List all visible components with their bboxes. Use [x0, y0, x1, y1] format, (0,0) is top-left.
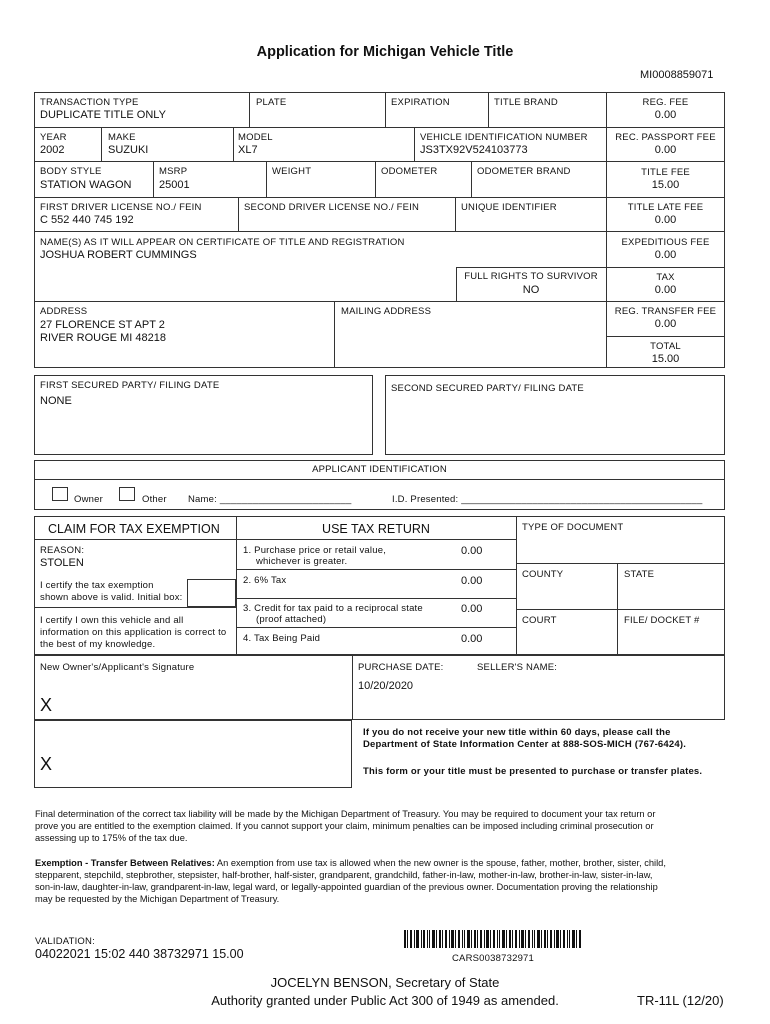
- certify-ownership-line-2: information on this application is correct to: [40, 627, 227, 638]
- fee-label-tax: TAX: [656, 272, 675, 283]
- unique-identifier-label: UNIQUE IDENTIFIER: [461, 202, 557, 213]
- document-number: MI0008859071: [640, 69, 714, 81]
- year-label: YEAR: [40, 132, 67, 143]
- notice-line-1: If you do not receive your new title within 60 days, please call the: [363, 727, 671, 738]
- msrp-label: MSRP: [159, 166, 188, 177]
- fee-label-total: TOTAL: [650, 341, 681, 352]
- make-value: SUZUKI: [108, 144, 149, 156]
- weight-label: WEIGHT: [272, 166, 312, 177]
- second-signature-box: [34, 720, 352, 788]
- msrp-value: 25001: [159, 179, 190, 191]
- year-value: 2002: [40, 144, 65, 156]
- secretary-of-state: JOCELYN BENSON, Secretary of State: [270, 975, 500, 990]
- purchase-date-value: 10/20/2020: [358, 680, 414, 692]
- fee-value-title: 15.00: [651, 179, 680, 191]
- tax-liability-para-1: Final determination of the correct tax liability will be made by the Michigan Department of Treasury. You may be required to document your tax return or: [35, 809, 656, 819]
- mailing-address-label: MAILING ADDRESS: [341, 306, 432, 317]
- tax-line-4: 4. Tax Being Paid: [243, 633, 321, 644]
- form-id: TR-11L (12/20): [637, 993, 724, 1008]
- signature-line-2[interactable]: X: [40, 754, 53, 774]
- fee-value-expeditious: 0.00: [654, 249, 677, 261]
- relatives-exemption-para-3: son-in-law, daughter-in-law, grandparent-in-law, legal ward, or legally-appointed guardian of the previous owner. Documentation proving the relationship: [35, 882, 658, 892]
- barcode-image: [404, 930, 582, 948]
- reason-value: STOLEN: [40, 557, 84, 569]
- address-label: ADDRESS: [40, 306, 88, 317]
- signature-line-1[interactable]: X: [40, 695, 53, 715]
- county-label: COUNTY: [522, 569, 564, 580]
- fee-value-title-late: 0.00: [654, 214, 677, 226]
- fee-label-expeditious: EXPEDITIOUS FEE: [621, 237, 710, 248]
- odometer-label: ODOMETER: [381, 166, 438, 177]
- body-style-label: BODY STYLE: [40, 166, 102, 177]
- file-docket-label: FILE/ DOCKET #: [624, 615, 700, 626]
- expiration-label: EXPIRATION: [391, 97, 450, 108]
- certify-ownership-line-3: the best of my knowledge.: [40, 639, 156, 650]
- names-value: JOSHUA ROBERT CUMMINGS: [40, 249, 197, 261]
- tax-line-3a: 3. Credit for tax paid to a reciprocal state: [243, 603, 423, 614]
- title-brand-label: TITLE BRAND: [494, 97, 558, 108]
- vin-label: VEHICLE IDENTIFICATION NUMBER: [420, 132, 588, 143]
- body-style-value: STATION WAGON: [40, 179, 132, 191]
- fee-label-reg-transfer: REG. TRANSFER FEE: [614, 306, 717, 317]
- first-driver-license-label: FIRST DRIVER LICENSE NO./ FEIN: [40, 202, 202, 213]
- tax-liability-para-3: assessing up to 175% of the tax due.: [35, 833, 188, 843]
- transaction-type-label: TRANSACTION TYPE: [40, 97, 139, 108]
- model-value: XL7: [238, 144, 258, 156]
- certify-exemption-line-1: I certify the tax exemption: [40, 580, 154, 591]
- other-checkbox-label: Other: [142, 494, 167, 505]
- use-tax-return-title: USE TAX RETURN: [322, 522, 430, 536]
- applicant-identification-title: APPLICANT IDENTIFICATION: [312, 464, 447, 475]
- fee-label-reg: REG. FEE: [642, 97, 689, 108]
- vin-value: JS3TX92V524103773: [420, 144, 528, 156]
- relatives-exemption-text-1: An exemption from use tax is allowed when the new owner is the spouse, father, mother, brother, sister, child,: [214, 858, 666, 868]
- plate-label: PLATE: [256, 97, 287, 108]
- authority-statement: Authority granted under Public Act 300 of 1949 as amended.: [211, 993, 559, 1008]
- certify-ownership-line-1: I certify I own this vehicle and all: [40, 615, 184, 626]
- court-label: COURT: [522, 615, 557, 626]
- odometer-brand-label: ODOMETER BRAND: [477, 166, 571, 177]
- second-driver-license-label: SECOND DRIVER LICENSE NO./ FEIN: [244, 202, 420, 213]
- tax-line-1b: whichever is greater.: [256, 556, 348, 567]
- claim-tax-exemption-title: CLAIM FOR TAX EXEMPTION: [48, 522, 220, 536]
- barcode-text: CARS0038732971: [451, 953, 535, 964]
- validation-value: 04022021 15:02 440 38732971 15.00: [35, 947, 244, 961]
- tax-line-3b: (proof attached): [256, 614, 327, 625]
- notice-plates: This form or your title must be presented to purchase or transfer plates.: [363, 766, 703, 777]
- tax-line-1a: 1. Purchase price or retail value,: [243, 545, 387, 556]
- fee-label-passport: REC. PASSPORT FEE: [615, 132, 716, 143]
- owner-checkbox[interactable]: [52, 487, 68, 501]
- type-of-document-label: TYPE OF DOCUMENT: [522, 522, 624, 533]
- names-label: NAME(S) AS IT WILL APPEAR ON CERTIFICATE OF TITLE AND REGISTRATION: [40, 237, 405, 248]
- other-checkbox[interactable]: [119, 487, 135, 501]
- signature-label: New Owner's/Applicant's Signature: [40, 662, 195, 673]
- relatives-exemption-heading: Exemption - Transfer Between Relatives:: [35, 858, 215, 868]
- validation-label: VALIDATION:: [35, 936, 95, 947]
- survivor-label: FULL RIGHTS TO SURVIVOR: [464, 271, 598, 282]
- state-label: STATE: [624, 569, 655, 580]
- fee-value-passport: 0.00: [654, 144, 677, 156]
- applicant-name-field[interactable]: Name: ________________________: [188, 494, 352, 505]
- make-label: MAKE: [108, 132, 136, 143]
- relatives-exemption-para-2: stepparent, stepchild, stepbrother, stepsister, half-brother, half-sister, grandparent, grandchild, father-in-law, mother-in-law, brother-in-law, sister-in-law,: [35, 870, 653, 880]
- tax-line-3-value: 0.00: [461, 603, 483, 615]
- tax-liability-para-2: prove you are entitled to the exemption claimed. If you cannot support your claim, minimum penalties can be imposed including criminal prosecution or: [35, 821, 654, 831]
- model-label: MODEL: [238, 132, 273, 143]
- address-line-2: RIVER ROUGE MI 48218: [40, 332, 166, 344]
- first-secured-party-value: NONE: [40, 395, 72, 407]
- reason-label: REASON:: [40, 545, 85, 556]
- tax-line-2: 2. 6% Tax: [243, 575, 287, 586]
- fee-label-title: TITLE FEE: [641, 167, 690, 178]
- transaction-type-value: DUPLICATE TITLE ONLY: [40, 109, 166, 121]
- purchase-date-label: PURCHASE DATE:: [358, 662, 444, 673]
- address-line-1: 27 FLORENCE ST APT 2: [40, 319, 165, 331]
- fee-value-reg-transfer: 0.00: [654, 318, 677, 330]
- first-driver-license-value: C 552 440 745 192: [40, 214, 134, 226]
- certify-exemption-line-2: shown above is valid. Initial box:: [40, 592, 183, 603]
- owner-checkbox-label: Owner: [74, 494, 103, 505]
- form-title: Application for Michigan Vehicle Title: [256, 44, 514, 60]
- fee-value-tax: 0.00: [654, 284, 677, 296]
- fee-label-title-late: TITLE LATE FEE: [627, 202, 704, 213]
- second-secured-party-label: SECOND SECURED PARTY/ FILING DATE: [391, 383, 584, 394]
- tax-line-1-value: 0.00: [461, 545, 483, 557]
- relatives-exemption-para-1: [35, 857, 666, 870]
- seller-name-label: SELLER'S NAME:: [477, 662, 558, 673]
- survivor-value: NO: [522, 284, 540, 296]
- fee-value-reg: 0.00: [654, 109, 677, 121]
- fee-value-total: 15.00: [651, 353, 680, 365]
- tax-line-2-value: 0.00: [461, 575, 483, 587]
- notice-line-2: Department of State Information Center at 888-SOS-MICH (767-6424).: [363, 739, 687, 750]
- id-presented-field[interactable]: I.D. Presented: ____________________________________________: [392, 494, 703, 505]
- tax-line-4-value: 0.00: [461, 633, 483, 645]
- relatives-exemption-para-4: may be requested by the Michigan Department of Treasury.: [35, 894, 280, 904]
- first-secured-party-label: FIRST SECURED PARTY/ FILING DATE: [40, 380, 220, 391]
- initial-box[interactable]: [187, 579, 236, 607]
